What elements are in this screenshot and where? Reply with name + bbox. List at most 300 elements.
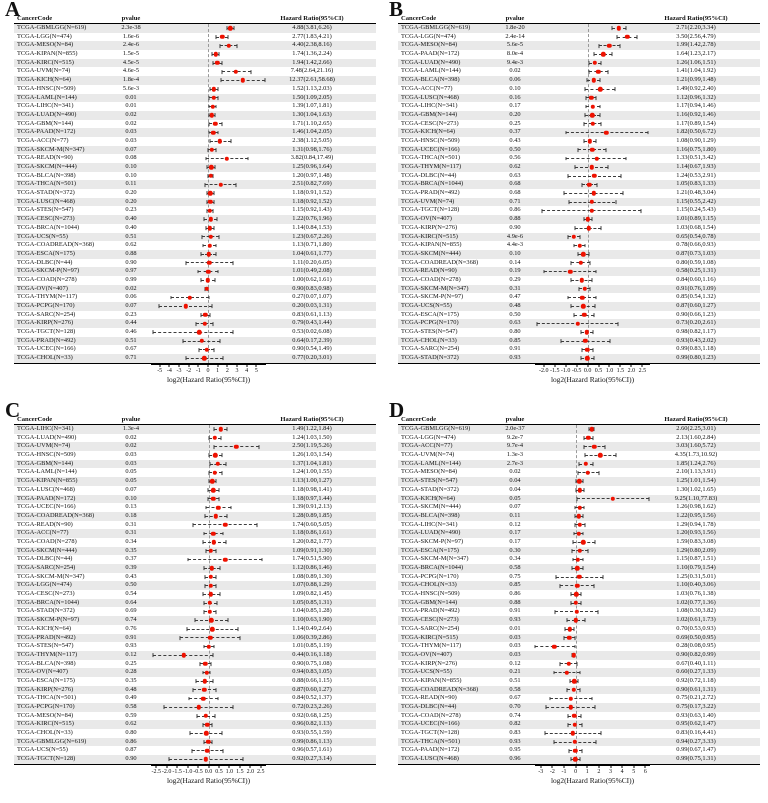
pvalue-label: 0.03 bbox=[125, 459, 137, 467]
ci-cap-high bbox=[217, 87, 218, 91]
ci-cap-low bbox=[568, 235, 569, 239]
ci-cap-high bbox=[592, 348, 593, 352]
ci-cap-low bbox=[202, 671, 203, 675]
hr-marker bbox=[577, 479, 581, 483]
ci-cap-high bbox=[648, 497, 649, 501]
hr-marker bbox=[197, 330, 201, 334]
cancer-code-label: TCGA-DLBC(N=44) bbox=[401, 171, 457, 179]
ci-plot bbox=[535, 495, 650, 504]
axis-tick-label: 4 bbox=[620, 768, 624, 775]
ci-cap-high bbox=[580, 758, 581, 762]
ci-cap-low bbox=[560, 662, 561, 666]
hr-ci-label: 0.87(0.73,1.03) bbox=[676, 249, 716, 257]
panel-label: C bbox=[5, 401, 21, 422]
pvalue-label: 9.2e-7 bbox=[506, 433, 524, 441]
axis-tick-label: -2 bbox=[186, 367, 192, 374]
pvalue-label: 1.8e-20 bbox=[505, 24, 525, 31]
pvalue-label: 0.88 bbox=[509, 215, 521, 223]
ci-cap-high bbox=[599, 113, 600, 117]
forest-row bbox=[14, 503, 376, 512]
hr-marker bbox=[207, 610, 211, 614]
pvalue-label: 0.70 bbox=[509, 703, 521, 710]
hr-ci-label: 1.26(1.03,1.54) bbox=[292, 451, 332, 459]
hr-marker bbox=[578, 488, 582, 492]
forest-row bbox=[398, 172, 760, 181]
forest-row bbox=[398, 76, 760, 85]
forest-row bbox=[14, 154, 376, 163]
column-header-plot-spacer bbox=[535, 13, 650, 22]
forest-row bbox=[14, 345, 376, 354]
ci-cap-low bbox=[202, 540, 203, 544]
hr-ci-label: 1.16(0.75,1.80) bbox=[676, 145, 716, 153]
forest-row bbox=[14, 703, 376, 712]
forest-row bbox=[14, 573, 376, 582]
ci-cap-high bbox=[217, 218, 218, 222]
forest-row bbox=[398, 85, 760, 94]
table-header-row bbox=[14, 13, 376, 24]
hr-ci-label: 1.16(0.92,1.46) bbox=[676, 110, 716, 118]
forest-row bbox=[14, 224, 376, 233]
pvalue-label: 0.21 bbox=[509, 668, 521, 676]
pvalue-label: 0.50 bbox=[125, 581, 137, 589]
ci-plot bbox=[151, 120, 266, 129]
cancer-code-label: TCGA-LUSC(N=468) bbox=[17, 197, 75, 205]
hr-ci-label: 1.30(1.02,1.65) bbox=[676, 485, 716, 493]
hr-ci-label: 4.40(2.38,8.16) bbox=[292, 41, 332, 49]
axis-tick-label: 0.5 bbox=[215, 768, 223, 775]
hr-ci-label: 2.51(0.82,7.69) bbox=[292, 180, 332, 188]
ci-plot bbox=[535, 50, 650, 59]
ci-cap-low bbox=[571, 566, 572, 570]
axis-tick-label: 3 bbox=[609, 768, 612, 775]
panel-label: D bbox=[389, 401, 405, 422]
hr-ci-label: 0.84(0.60,1.16) bbox=[676, 275, 716, 283]
ci-cap-low bbox=[549, 697, 550, 701]
ci-cap-low bbox=[578, 148, 579, 152]
pvalue-label: 0.93 bbox=[509, 616, 521, 624]
ci-cap-low bbox=[575, 226, 576, 230]
pvalue-label: 0.85 bbox=[509, 581, 521, 589]
hr-ci-label: 1.33(0.51,3.42) bbox=[676, 154, 716, 162]
pvalue-label: 0.40 bbox=[125, 215, 137, 223]
ci-plot bbox=[535, 729, 650, 738]
hr-marker bbox=[591, 191, 595, 195]
hr-marker bbox=[567, 627, 571, 631]
cancer-code-label: TCGA-COAD(N=278) bbox=[401, 711, 461, 719]
pvalue-label: 0.02 bbox=[125, 119, 137, 127]
table-header-row bbox=[398, 414, 760, 425]
forest-row bbox=[398, 111, 760, 120]
axis-tick-label: -2.0 bbox=[539, 367, 549, 374]
cancer-code-label: TCGA-CESC(N=273) bbox=[17, 215, 75, 223]
ci-cap-high bbox=[609, 339, 610, 343]
ci-cap-low bbox=[188, 558, 189, 562]
cancer-code-label: TCGA-UCS(N=55) bbox=[17, 746, 68, 754]
ci-cap-high bbox=[594, 584, 595, 588]
hr-ci-label: 1.25(0.96,1.64) bbox=[292, 163, 332, 170]
hr-ci-label: 1.08(0.90,1.29) bbox=[676, 136, 716, 144]
hr-marker bbox=[218, 139, 222, 143]
table-header-row bbox=[398, 13, 760, 24]
hr-marker bbox=[581, 304, 585, 308]
ci-cap-high bbox=[596, 96, 597, 100]
pvalue-label: 0.91 bbox=[509, 345, 521, 353]
axis-tick-label: 1.5 bbox=[236, 768, 244, 775]
ci-plot bbox=[535, 477, 650, 486]
forest-row bbox=[14, 512, 376, 521]
ci-cap-low bbox=[588, 70, 589, 74]
pvalue-label: 0.31 bbox=[125, 529, 137, 537]
cancer-code-label: TCGA-STAD(N=372) bbox=[17, 607, 75, 615]
hr-marker bbox=[234, 70, 238, 74]
forest-row bbox=[14, 302, 376, 311]
ci-cap-high bbox=[221, 471, 222, 475]
axis-tick-label: 1.0 bbox=[225, 768, 234, 775]
ci-cap-low bbox=[153, 653, 154, 657]
hr-ci-label: 0.20(0.03,1.31) bbox=[292, 302, 332, 309]
column-header-plot-spacer bbox=[151, 13, 266, 22]
hr-marker bbox=[577, 531, 581, 535]
pvalue-label: 0.20 bbox=[509, 110, 521, 118]
ci-cap-low bbox=[583, 445, 584, 449]
ci-cap-high bbox=[237, 627, 238, 631]
pvalue-label: 0.35 bbox=[125, 676, 137, 684]
ci-cap-high bbox=[222, 532, 223, 536]
pvalue-label: 0.90 bbox=[125, 755, 137, 763]
forest-row bbox=[398, 285, 760, 294]
pvalue-label: 0.07 bbox=[509, 503, 521, 511]
pvalue-label: 0.07 bbox=[125, 145, 137, 153]
ci-plot bbox=[535, 328, 650, 337]
forest-row bbox=[398, 259, 760, 268]
ci-cap-high bbox=[581, 714, 582, 718]
ci-plot bbox=[151, 137, 266, 146]
hr-marker bbox=[552, 644, 556, 648]
ci-cap-high bbox=[581, 593, 582, 597]
ci-cap-low bbox=[584, 113, 585, 117]
ci-cap-high bbox=[226, 462, 227, 466]
ci-cap-low bbox=[205, 183, 206, 187]
ci-plot bbox=[535, 538, 650, 547]
forest-row bbox=[14, 337, 376, 346]
ci-cap-low bbox=[571, 549, 572, 553]
pvalue-label: 0.08 bbox=[125, 154, 137, 162]
forest-row bbox=[398, 755, 760, 764]
forest-row bbox=[14, 259, 376, 268]
ci-plot bbox=[151, 94, 266, 103]
ci-cap-low bbox=[553, 740, 554, 744]
hr-ci-label: 1.14(0.84,1.53) bbox=[292, 223, 332, 231]
ci-plot bbox=[535, 102, 650, 111]
ci-plot bbox=[535, 233, 650, 242]
forest-row bbox=[14, 76, 376, 85]
forest-row bbox=[14, 625, 376, 634]
hr-ci-label: 1.71(1.10,2.65) bbox=[292, 119, 332, 127]
forest-row bbox=[14, 442, 376, 451]
hr-ci-label: 1.52(1.13,2.03) bbox=[292, 84, 332, 92]
hr-ci-label: 0.94(0.27,3.33) bbox=[676, 737, 716, 745]
hr-ci-label: 1.31(0.98,1.76) bbox=[292, 145, 332, 153]
forest-row bbox=[14, 172, 376, 181]
cancer-code-label: TCGA-BRCA(N=1044) bbox=[17, 223, 80, 231]
cancer-code-label: TCGA-ACC(N=77) bbox=[401, 84, 453, 92]
rows bbox=[14, 425, 376, 765]
forest-row bbox=[14, 694, 376, 703]
hr-marker bbox=[219, 183, 223, 187]
ci-cap-low bbox=[201, 278, 202, 282]
hr-ci-label: 2.50(1.19,5.26) bbox=[292, 442, 332, 450]
hr-ci-label: 1.21(0.48,3.04) bbox=[676, 189, 716, 197]
hr-marker bbox=[213, 436, 217, 440]
column-header-hazard-ratio: Hazard Ratio(95%CI) bbox=[664, 416, 728, 423]
hr-marker bbox=[213, 122, 217, 126]
ci-cap-high bbox=[231, 506, 232, 510]
hr-marker bbox=[572, 740, 576, 744]
cancer-code-label: TCGA-CHOL(N=33) bbox=[17, 729, 73, 737]
ci-cap-high bbox=[647, 131, 648, 135]
ci-plot bbox=[535, 146, 650, 155]
ci-cap-high bbox=[258, 445, 259, 449]
forest-row bbox=[398, 267, 760, 276]
forest-row bbox=[398, 146, 760, 155]
pvalue-label: 0.29 bbox=[509, 275, 521, 283]
hr-marker bbox=[586, 226, 590, 230]
ci-cap-high bbox=[236, 183, 237, 187]
cancer-code-label: TCGA-THYM(N=117) bbox=[17, 293, 78, 301]
ci-cap-low bbox=[205, 157, 206, 161]
hr-marker bbox=[590, 200, 594, 204]
ci-plot bbox=[151, 24, 266, 33]
hr-ci-label: 1.28(0.89,1.85) bbox=[292, 511, 332, 519]
ci-plot bbox=[535, 41, 650, 50]
ci-cap-low bbox=[201, 252, 202, 256]
ci-line bbox=[153, 332, 233, 333]
forest-row bbox=[14, 746, 376, 755]
hr-ci-label: 0.84(0.52,1.37) bbox=[292, 694, 332, 702]
forest-row bbox=[398, 425, 760, 434]
pvalue-label: 0.23 bbox=[125, 310, 137, 318]
ci-plot bbox=[151, 625, 266, 634]
cancer-code-label: TCGA-GBMLGG(N=619) bbox=[401, 24, 471, 31]
cancer-code-label: TCGA-PAAD(N=172) bbox=[17, 494, 76, 502]
hr-ci-label: 0.99(0.83,1.18) bbox=[676, 345, 716, 353]
ci-plot bbox=[151, 468, 266, 477]
hr-ci-label: 0.92(0.72,1.18) bbox=[676, 676, 716, 684]
pvalue-label: 0.90 bbox=[125, 258, 137, 266]
ci-cap-low bbox=[589, 61, 590, 65]
hr-marker bbox=[210, 627, 214, 631]
forest-row bbox=[398, 120, 760, 129]
ci-cap-high bbox=[230, 139, 231, 143]
hr-marker bbox=[581, 540, 585, 544]
ci-plot bbox=[535, 460, 650, 469]
forest-row bbox=[14, 720, 376, 729]
pvalue-label: 0.12 bbox=[509, 659, 521, 667]
hr-ci-label: 0.79(0.43,1.44) bbox=[292, 319, 332, 327]
forest-row bbox=[398, 529, 760, 538]
ci-plot bbox=[151, 746, 266, 755]
hr-marker bbox=[208, 226, 212, 230]
cancer-code-label: TCGA-LUAD(N=490) bbox=[17, 433, 77, 441]
ci-plot bbox=[151, 189, 266, 198]
cancer-code-label: TCGA-CHOL(N=33) bbox=[17, 354, 73, 362]
axis-tick-label: -2 bbox=[549, 768, 555, 775]
cancer-code-label: TCGA-SKCM(N=444) bbox=[17, 546, 77, 554]
ci-plot bbox=[535, 189, 650, 198]
cancer-code-label: TCGA-THYM(N=117) bbox=[401, 642, 462, 650]
ci-plot bbox=[151, 651, 266, 660]
ci-plot bbox=[151, 538, 266, 547]
ci-cap-low bbox=[164, 705, 165, 709]
ci-cap-high bbox=[213, 192, 214, 196]
ci-cap-high bbox=[608, 70, 609, 74]
axis-tick-label: 3 bbox=[235, 367, 239, 374]
ci-plot bbox=[535, 555, 650, 564]
forest-row bbox=[14, 94, 376, 103]
pvalue-label: 0.12 bbox=[509, 520, 521, 528]
forest-row bbox=[398, 128, 760, 137]
hr-ci-label: 1.09(0.91,1.30) bbox=[292, 546, 332, 554]
ci-plot bbox=[151, 180, 266, 189]
ci-cap-high bbox=[213, 200, 214, 204]
pvalue-label: 0.31 bbox=[125, 520, 137, 528]
ci-cap-high bbox=[216, 244, 217, 248]
ci-plot bbox=[151, 634, 266, 643]
pvalue-label: 0.71 bbox=[509, 197, 521, 205]
cancer-code-label: TCGA-COADREAD(N=368) bbox=[17, 511, 95, 519]
ci-cap-low bbox=[584, 454, 585, 458]
pvalue-label: 0.49 bbox=[125, 694, 137, 702]
hr-marker bbox=[592, 174, 596, 178]
hr-marker bbox=[220, 35, 224, 39]
cancer-code-label: TCGA-KICH(N=64) bbox=[17, 76, 72, 84]
ci-plot bbox=[535, 137, 650, 146]
pvalue-label: 0.93 bbox=[509, 737, 521, 745]
pvalue-label: 0.62 bbox=[509, 163, 521, 170]
ci-plot bbox=[535, 599, 650, 608]
ci-cap-low bbox=[571, 601, 572, 605]
pvalue-label: 0.28 bbox=[125, 668, 137, 676]
hr-marker bbox=[604, 130, 608, 134]
x-axis-label: log2(Hazard Ratio(95%CI)) bbox=[550, 375, 635, 385]
hr-marker bbox=[584, 462, 588, 466]
ci-plot bbox=[535, 337, 650, 346]
ci-cap-high bbox=[227, 514, 228, 518]
ci-plot bbox=[151, 720, 266, 729]
hr-marker bbox=[590, 113, 594, 117]
ci-cap-high bbox=[209, 313, 210, 317]
ci-plot bbox=[151, 328, 266, 337]
ci-cap-high bbox=[599, 79, 600, 83]
pvalue-label: 0.74 bbox=[509, 711, 521, 719]
pvalue-label: 0.04 bbox=[509, 477, 521, 485]
forest-row bbox=[14, 67, 376, 76]
panel-d bbox=[384, 401, 768, 803]
ci-plot bbox=[151, 146, 266, 155]
hr-ci-label: 0.70(0.53,0.93) bbox=[676, 624, 716, 632]
pvalue-label: 0.37 bbox=[125, 555, 137, 563]
forest-row bbox=[14, 241, 376, 250]
x-axis-label: log2(Hazard Ratio(95%CI)) bbox=[166, 776, 251, 786]
column-header-plot-spacer bbox=[151, 414, 266, 423]
pvalue-label: 0.97 bbox=[125, 267, 137, 275]
hr-marker bbox=[208, 191, 212, 195]
ci-cap-low bbox=[542, 209, 543, 213]
cancer-code-label: TCGA-TGCT(N=128) bbox=[401, 206, 460, 214]
hr-ci-label: 0.44(0.16,1.18) bbox=[292, 650, 332, 658]
forest-row bbox=[14, 120, 376, 129]
hr-ci-label: 1.22(0.95,1.56) bbox=[676, 511, 716, 519]
pvalue-label: 9.7e-4 bbox=[506, 442, 524, 450]
pvalue-label: 0.12 bbox=[125, 650, 137, 658]
hr-ci-label: 0.94(0.83,1.05) bbox=[292, 668, 332, 676]
forest-row bbox=[14, 686, 376, 695]
hr-ci-label: 1.18(0.86,1.61) bbox=[292, 529, 332, 537]
hr-ci-label: 1.06(0.39,2.86) bbox=[292, 633, 332, 641]
cancer-code-label: TCGA-LUAD(N=490) bbox=[401, 58, 461, 66]
ci-plot bbox=[535, 311, 650, 320]
ci-plot bbox=[151, 128, 266, 137]
hr-marker bbox=[226, 44, 230, 48]
ci-plot bbox=[535, 33, 650, 42]
ci-cap-high bbox=[582, 566, 583, 570]
hr-ci-label: 0.83(0.61,1.13) bbox=[292, 310, 332, 318]
hr-marker bbox=[587, 183, 591, 187]
hr-marker bbox=[188, 295, 192, 299]
hr-ci-label: 0.78(0.66,0.93) bbox=[676, 241, 716, 249]
hr-marker bbox=[589, 96, 593, 100]
ci-plot bbox=[151, 172, 266, 181]
ci-plot bbox=[535, 215, 650, 224]
cancer-code-label: TCGA-SKCM-P(N=97) bbox=[17, 267, 80, 275]
ci-cap-high bbox=[598, 610, 599, 614]
ci-cap-low bbox=[571, 593, 572, 597]
ci-cap-high bbox=[600, 732, 601, 736]
ci-plot bbox=[151, 616, 266, 625]
forest-row bbox=[14, 146, 376, 155]
ci-cap-low bbox=[575, 480, 576, 484]
hr-marker bbox=[594, 156, 598, 160]
pvalue-label: 0.34 bbox=[509, 555, 521, 563]
cancer-code-label: TCGA-READ(N=90) bbox=[17, 520, 73, 528]
ci-cap-low bbox=[203, 740, 204, 744]
hr-marker bbox=[596, 70, 600, 74]
ci-cap-low bbox=[545, 705, 546, 709]
ci-plot bbox=[151, 512, 266, 521]
ci-cap-high bbox=[595, 139, 596, 143]
hr-marker bbox=[210, 148, 214, 152]
axis-tick-label: 0.5 bbox=[594, 367, 603, 374]
cancer-code-label: TCGA-MESO(N=84) bbox=[17, 41, 74, 49]
forest-row bbox=[14, 668, 376, 677]
hr-marker bbox=[586, 436, 590, 440]
ci-cap-high bbox=[606, 148, 607, 152]
cancer-code-label: TCGA-BRCA(N=1044) bbox=[17, 598, 80, 606]
ci-plot bbox=[151, 276, 266, 285]
ci-cap-high bbox=[588, 549, 589, 553]
cancer-code-label: TCGA-MESO(N=84) bbox=[401, 468, 458, 476]
pvalue-label: 4.4e-3 bbox=[506, 241, 524, 249]
forest-row bbox=[14, 460, 376, 469]
ci-plot bbox=[535, 354, 650, 363]
ci-plot bbox=[151, 224, 266, 233]
forest-row bbox=[398, 642, 760, 651]
forest-row bbox=[398, 206, 760, 215]
forest-row bbox=[14, 599, 376, 608]
cancer-code-label: TCGA-SARC(N=254) bbox=[17, 564, 76, 571]
ci-plot bbox=[535, 172, 650, 181]
cancer-code-label: TCGA-OV(N=407) bbox=[401, 650, 452, 658]
